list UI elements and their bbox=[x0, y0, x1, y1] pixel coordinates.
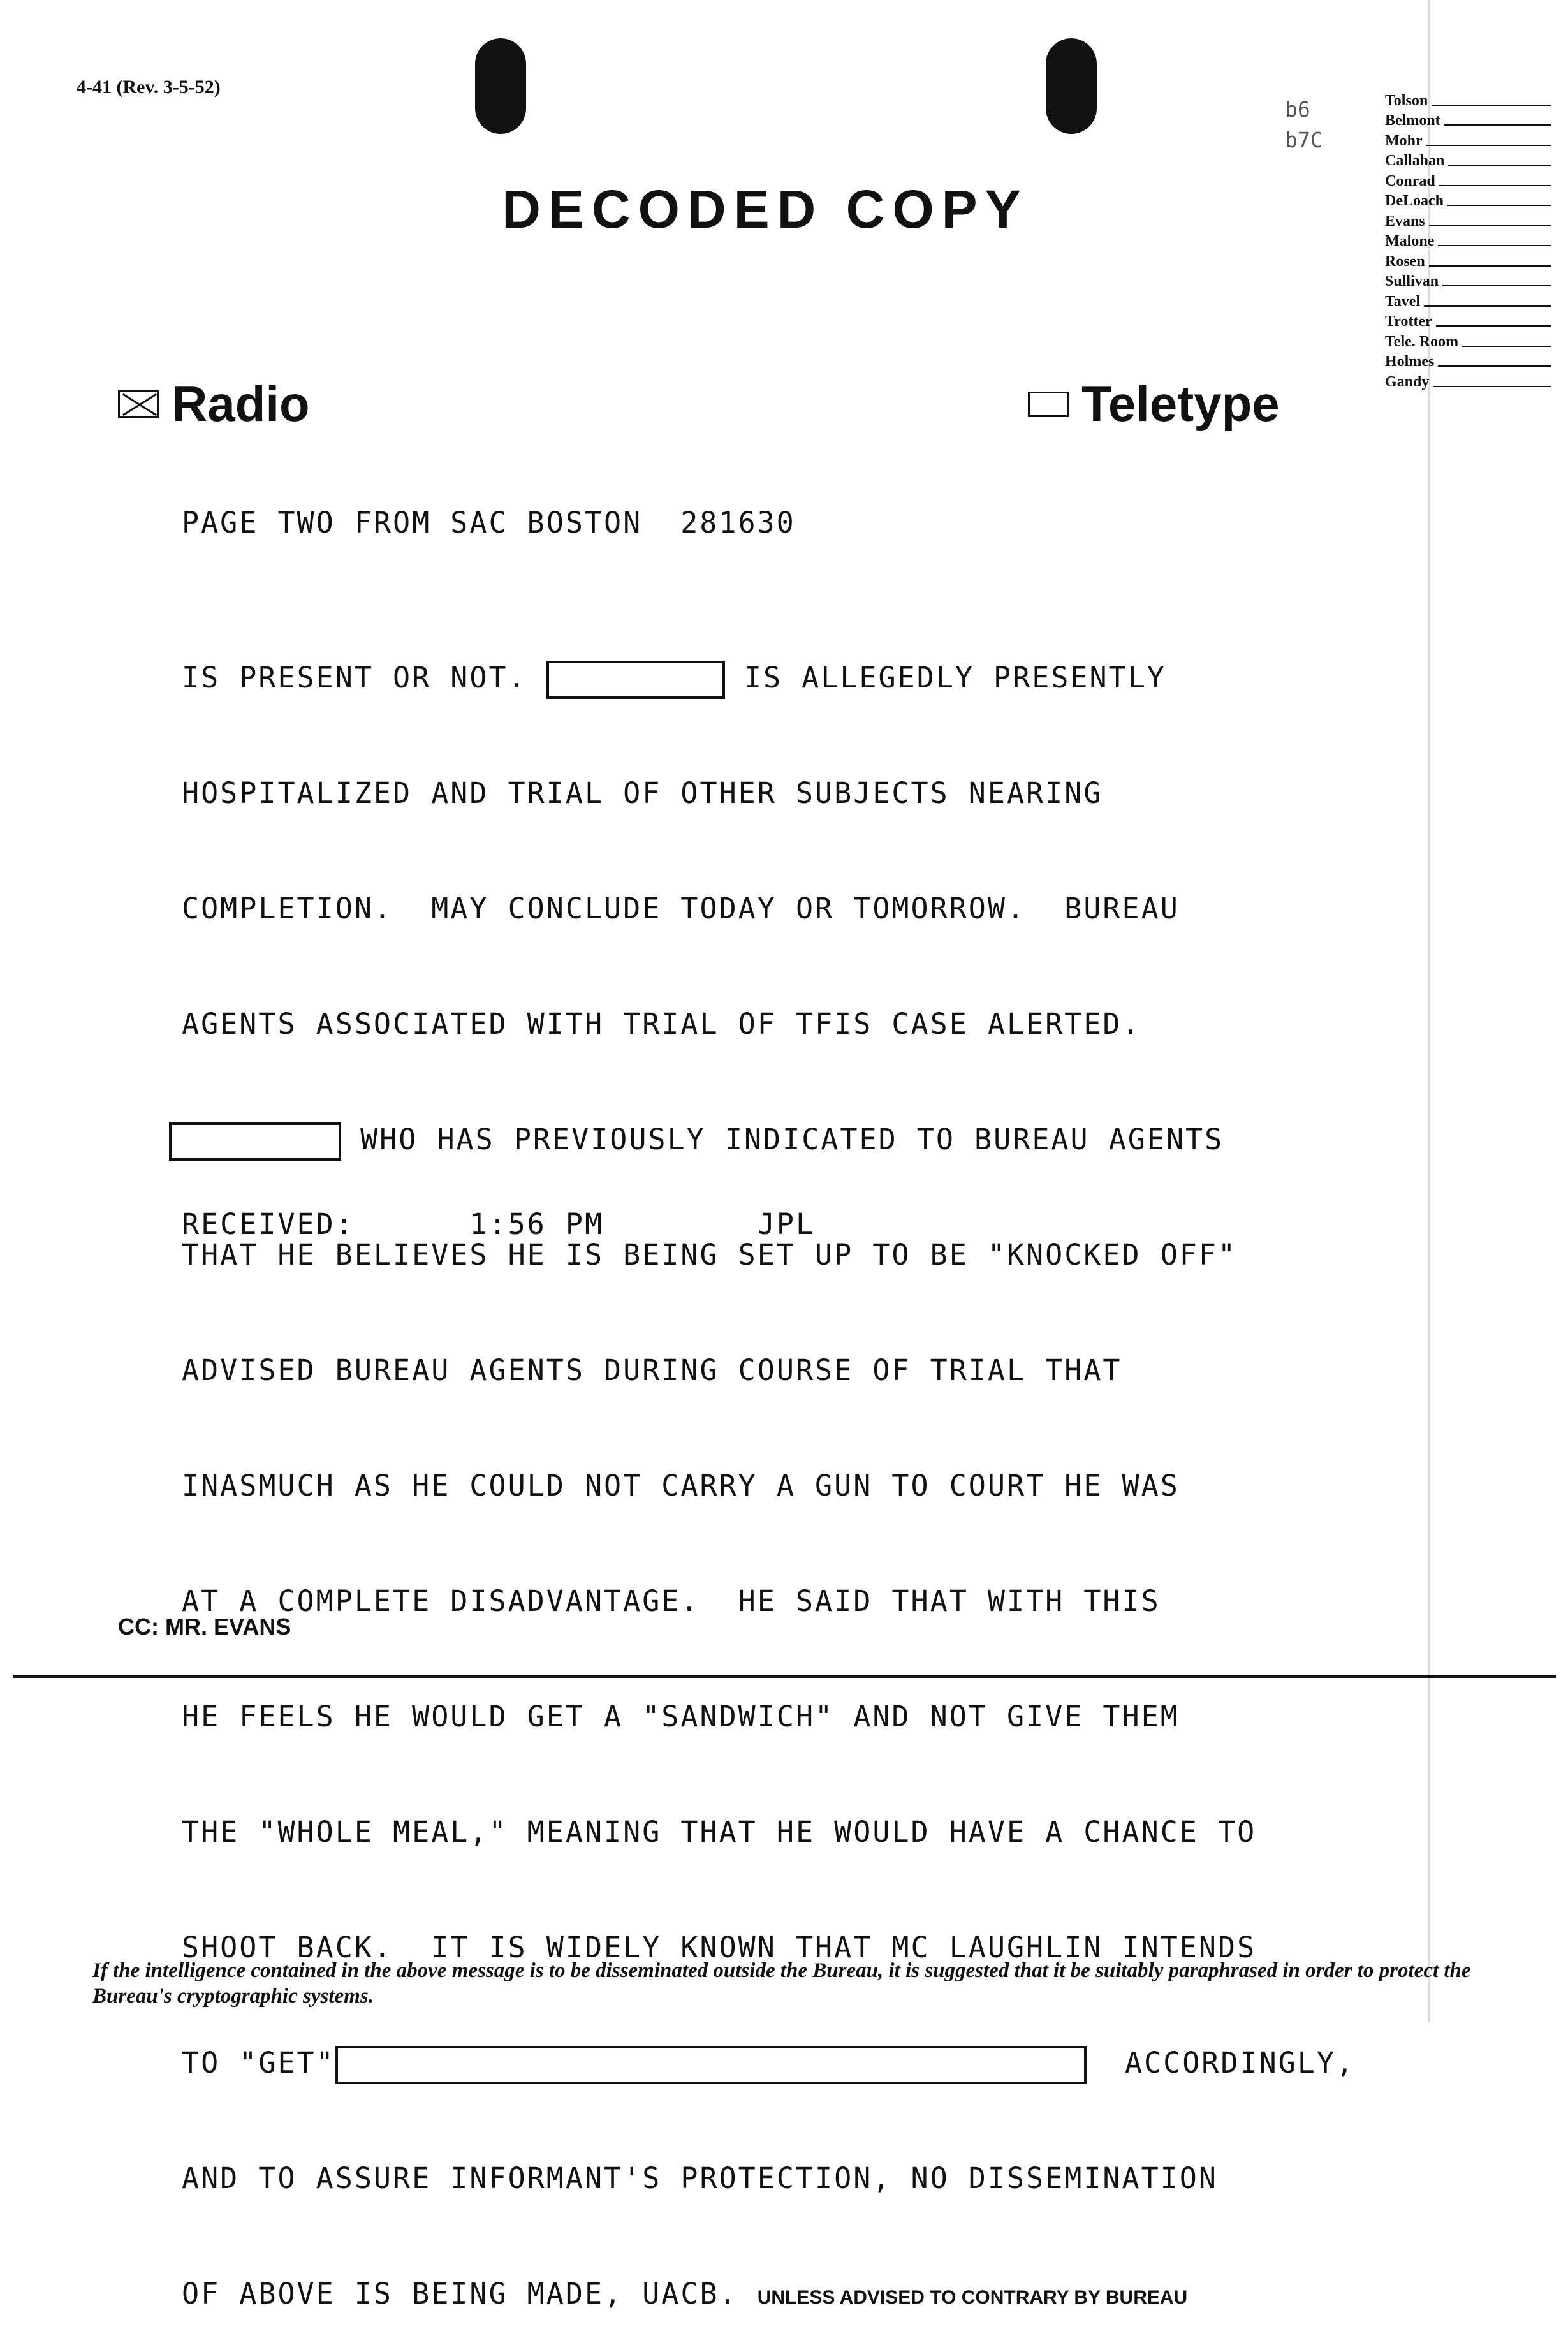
routing-name: DeLoach bbox=[1385, 193, 1444, 209]
message-body bbox=[182, 582, 1393, 2352]
routing-row bbox=[1385, 290, 1551, 311]
routing-row bbox=[1385, 311, 1551, 331]
routing-name: Callahan bbox=[1385, 152, 1445, 169]
body-text-segment: OF ABOVE IS BEING MADE, UACB. bbox=[182, 2277, 738, 2311]
body-line: HOSPITALIZED AND TRIAL OF OTHER SUBJECTS NEARING bbox=[182, 776, 1103, 810]
body-line: HE FEELS HE WOULD GET A "SANDWICH" AND NOT GIVE THEM bbox=[182, 1700, 1180, 1733]
radio-option bbox=[118, 375, 310, 433]
exemption-code: b7C bbox=[1285, 128, 1323, 152]
routing-name: Sullivan bbox=[1385, 273, 1439, 290]
redaction-box bbox=[546, 661, 725, 699]
body-line: AGENTS ASSOCIATED WITH TRIAL OF TFIS CASE ALERTED. bbox=[182, 1007, 1141, 1041]
message-header bbox=[182, 504, 796, 542]
routing-blank bbox=[1432, 105, 1551, 106]
received-line bbox=[182, 1205, 815, 1244]
received-initials: JPL bbox=[757, 1207, 816, 1241]
radio-checkbox bbox=[118, 390, 159, 418]
routing-blank bbox=[1436, 325, 1551, 327]
routing-row bbox=[1385, 150, 1551, 170]
received-time: 1:56 PM bbox=[469, 1207, 604, 1241]
body-line bbox=[182, 2044, 1393, 2083]
routing-name: Tolson bbox=[1385, 92, 1428, 109]
body-text-segment: IS PRESENT OR NOT. bbox=[182, 661, 527, 695]
routing-row bbox=[1385, 270, 1551, 291]
routing-blank bbox=[1444, 124, 1551, 126]
routing-blank bbox=[1438, 245, 1551, 246]
routing-blank bbox=[1429, 265, 1551, 267]
header-text: PAGE TWO FROM SAC BOSTON bbox=[182, 506, 643, 540]
redaction-box bbox=[169, 1122, 341, 1161]
body-text-segment: IS ALLEGEDLY PRESENTLY bbox=[744, 661, 1166, 695]
punch-hole-right bbox=[1046, 38, 1097, 134]
teletype-option bbox=[1028, 375, 1280, 433]
body-line bbox=[182, 2275, 1393, 2314]
routing-row bbox=[1385, 330, 1551, 351]
body-line: AND TO ASSURE INFORMANT'S PROTECTION, NO DISSEMINATION bbox=[182, 2161, 1218, 2195]
body-line: THAT HE BELIEVES HE IS BEING SET UP TO BE "KNOCKED OFF" bbox=[182, 1238, 1238, 1272]
body-line: INASMUCH AS HE COULD NOT CARRY A GUN TO COURT HE WAS bbox=[182, 1469, 1180, 1503]
routing-blank bbox=[1462, 346, 1551, 347]
routing-name: Tele. Room bbox=[1385, 333, 1459, 350]
body-line bbox=[169, 1121, 1393, 1159]
routing-row bbox=[1385, 110, 1551, 130]
header-number: 281630 bbox=[680, 506, 796, 540]
body-line: AT A COMPLETE DISADVANTAGE. HE SAID THAT WITH THIS bbox=[182, 1584, 1161, 1618]
exemption-code: b6 bbox=[1285, 97, 1310, 122]
exemption-codes bbox=[1285, 94, 1323, 156]
routing-row bbox=[1385, 371, 1551, 391]
bureau-stamp: UNLESS ADVISED TO CONTRARY BY BUREAU bbox=[757, 2287, 1188, 2308]
routing-row bbox=[1385, 351, 1551, 371]
routing-blank bbox=[1448, 165, 1551, 166]
routing-name: Mohr bbox=[1385, 132, 1423, 149]
routing-name: Belmont bbox=[1385, 112, 1440, 129]
page-title: DECODED COPY bbox=[502, 179, 1029, 239]
punch-hole-left bbox=[475, 38, 526, 134]
routing-row bbox=[1385, 250, 1551, 270]
routing-name: Malone bbox=[1385, 233, 1435, 249]
routing-name: Gandy bbox=[1385, 373, 1430, 390]
body-text-segment: WHO HAS PREVIOUSLY INDICATED TO BUREAU AGENTS bbox=[360, 1122, 1224, 1156]
routing-blank bbox=[1424, 305, 1551, 307]
divider-line bbox=[13, 1675, 1556, 1678]
routing-name: Rosen bbox=[1385, 253, 1425, 270]
routing-name: Trotter bbox=[1385, 313, 1432, 330]
routing-row bbox=[1385, 129, 1551, 150]
body-line bbox=[182, 659, 1393, 698]
teletype-label: Teletype bbox=[1081, 376, 1280, 432]
routing-name: Tavel bbox=[1385, 293, 1421, 310]
body-text-segment: ACCORDINGLY, bbox=[1124, 2046, 1356, 2080]
routing-blank bbox=[1438, 365, 1551, 367]
cc-line: CC: MR. EVANS bbox=[118, 1613, 291, 1640]
routing-blank bbox=[1442, 285, 1551, 286]
form-number: 4-41 (Rev. 3-5-52) bbox=[77, 77, 221, 98]
routing-name: Evans bbox=[1385, 212, 1425, 230]
teletype-checkbox bbox=[1028, 392, 1069, 417]
routing-row bbox=[1385, 89, 1551, 110]
routing-blank bbox=[1433, 386, 1551, 387]
body-line: ADVISED BUREAU AGENTS DURING COURSE OF TRIAL THAT bbox=[182, 1353, 1122, 1387]
routing-name: Conrad bbox=[1385, 172, 1435, 189]
routing-blank bbox=[1426, 145, 1551, 146]
routing-name: Holmes bbox=[1385, 353, 1435, 370]
body-line: THE "WHOLE MEAL," MEANING THAT HE WOULD HAVE A CHANCE TO bbox=[182, 1815, 1257, 1849]
body-text-segment: TO "GET" bbox=[182, 2046, 335, 2080]
radio-label: Radio bbox=[172, 376, 310, 432]
body-line: SHOOT BACK. IT IS WIDELY KNOWN THAT MC LAUGHLIN INTENDS bbox=[182, 1930, 1257, 1964]
body-line: COMPLETION. MAY CONCLUDE TODAY OR TOMORROW. BUREAU bbox=[182, 892, 1180, 925]
redaction-box bbox=[335, 2046, 1087, 2084]
received-label: RECEIVED: bbox=[182, 1207, 355, 1241]
footer-notice: If the intelligence contained in the above message is to be disseminated outside the Bureau, it is suggested that it be suitably paraphrased in order to protect the Bureau's cryptographic systems. bbox=[92, 1959, 1471, 2008]
